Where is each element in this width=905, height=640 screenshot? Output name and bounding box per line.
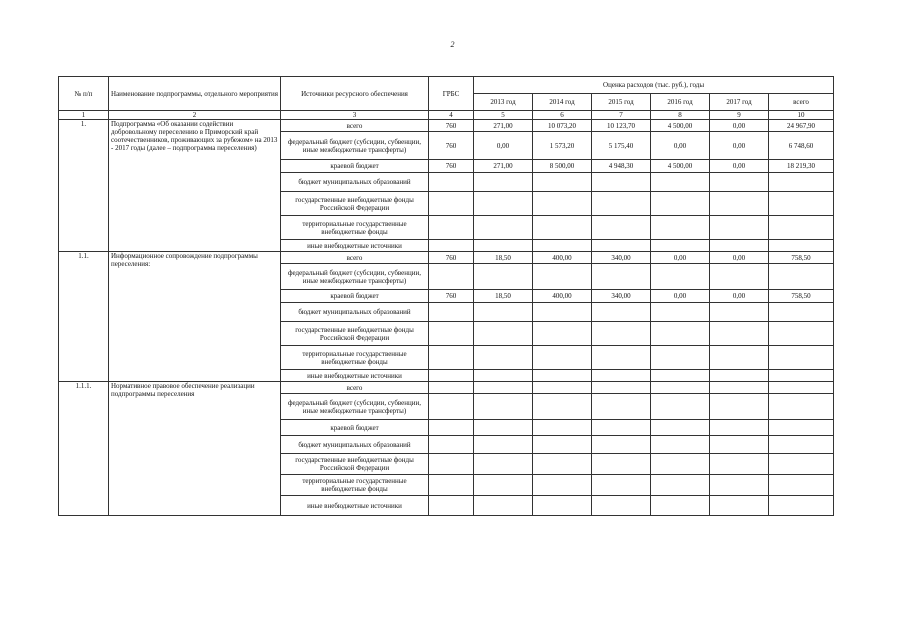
year-value: 0,00 <box>710 132 769 160</box>
year-value <box>651 192 710 216</box>
total-value: 24 967,90 <box>769 120 834 132</box>
year-value <box>651 173 710 192</box>
funding-source: территориальные государственные внебюджетные фонды <box>281 475 429 496</box>
year-value <box>710 475 769 496</box>
year-value <box>710 420 769 436</box>
column-number: 5 <box>474 111 533 120</box>
item-number: 1.1. <box>59 252 109 382</box>
grbs-code <box>429 496 474 516</box>
year-value <box>710 382 769 394</box>
column-number: 3 <box>281 111 429 120</box>
grbs-code: 760 <box>429 290 474 303</box>
year-value <box>533 216 592 240</box>
column-number: 9 <box>710 111 769 120</box>
funding-source: территориальные государственные внебюджетные фонды <box>281 346 429 370</box>
total-value: 758,50 <box>769 252 834 264</box>
year-value <box>710 394 769 420</box>
year-value <box>533 382 592 394</box>
total-value: 758,50 <box>769 290 834 303</box>
column-number: 7 <box>592 111 651 120</box>
grbs-code <box>429 322 474 346</box>
year-value: 271,00 <box>474 120 533 132</box>
funding-source: бюджет муниципальных образований <box>281 173 429 192</box>
year-value: 0,00 <box>710 120 769 132</box>
header-estimate: Оценка расходов (тыс. руб.), годы <box>474 77 834 94</box>
year-value <box>533 370 592 382</box>
year-value <box>533 346 592 370</box>
year-value <box>710 454 769 475</box>
grbs-code <box>429 173 474 192</box>
grbs-code: 760 <box>429 160 474 173</box>
year-value <box>592 370 651 382</box>
grbs-code <box>429 303 474 322</box>
year-value <box>533 173 592 192</box>
table-body <box>59 120 834 516</box>
year-value: 271,00 <box>474 160 533 173</box>
year-value: 4 500,00 <box>651 160 710 173</box>
year-value <box>651 346 710 370</box>
grbs-code <box>429 346 474 370</box>
total-value <box>769 394 834 420</box>
year-value: 4 948,30 <box>592 160 651 173</box>
total-value <box>769 496 834 516</box>
year-value <box>710 496 769 516</box>
year-value <box>592 475 651 496</box>
funding-source: государственные внебюджетные фонды Российской Федерации <box>281 192 429 216</box>
year-value: 340,00 <box>592 252 651 264</box>
year-value: 0,00 <box>710 290 769 303</box>
funding-source: иные внебюджетные источники <box>281 370 429 382</box>
year-value <box>710 322 769 346</box>
year-value <box>592 173 651 192</box>
year-value: 0,00 <box>651 290 710 303</box>
year-value: 400,00 <box>533 290 592 303</box>
funding-source: всего <box>281 120 429 132</box>
year-value: 0,00 <box>651 252 710 264</box>
funding-source: краевой бюджет <box>281 420 429 436</box>
total-value <box>769 454 834 475</box>
year-value <box>710 264 769 290</box>
year-value <box>710 370 769 382</box>
year-value <box>710 173 769 192</box>
grbs-code <box>429 382 474 394</box>
year-value <box>710 303 769 322</box>
grbs-code <box>429 370 474 382</box>
year-value <box>651 303 710 322</box>
total-value <box>769 346 834 370</box>
year-value <box>533 454 592 475</box>
year-value: 4 500,00 <box>651 120 710 132</box>
page-number: 2 <box>450 40 455 49</box>
year-value: 0,00 <box>474 132 533 160</box>
header-num: № п/п <box>59 77 109 111</box>
year-value <box>474 192 533 216</box>
total-value: 18 219,30 <box>769 160 834 173</box>
total-value <box>769 475 834 496</box>
grbs-code <box>429 436 474 454</box>
header-year: 2015 год <box>592 94 651 111</box>
column-number: 8 <box>651 111 710 120</box>
grbs-code <box>429 394 474 420</box>
year-value <box>592 303 651 322</box>
funding-source: иные внебюджетные источники <box>281 496 429 516</box>
year-value <box>651 420 710 436</box>
year-value <box>533 394 592 420</box>
year-value <box>592 240 651 252</box>
total-value <box>769 303 834 322</box>
funding-source: всего <box>281 382 429 394</box>
year-value <box>651 382 710 394</box>
year-value <box>651 264 710 290</box>
funding-source: иные внебюджетные источники <box>281 240 429 252</box>
header-year: 2014 год <box>533 94 592 111</box>
year-value <box>651 454 710 475</box>
funding-source: федеральный бюджет (субсидии, субвенции, иные межбюджетные трансферты) <box>281 264 429 290</box>
column-number: 2 <box>109 111 281 120</box>
funding-source: государственные внебюджетные фонды Российской Федерации <box>281 322 429 346</box>
year-value <box>592 216 651 240</box>
column-number: 10 <box>769 111 834 120</box>
grbs-code: 760 <box>429 132 474 160</box>
funding-source: федеральный бюджет (субсидии, субвенции, иные межбюджетные трансферты) <box>281 394 429 420</box>
year-value <box>533 192 592 216</box>
year-value <box>651 436 710 454</box>
year-value: 400,00 <box>533 252 592 264</box>
header-year: 2016 год <box>651 94 710 111</box>
year-value <box>592 454 651 475</box>
year-value <box>474 240 533 252</box>
item-name: Подпрограмма «Об оказании содействии добровольному переселению в Приморский край соотечественников, проживающих за рубежом» на 2013 - 2017 годы (далее – подпрограмма переселения) <box>109 120 281 252</box>
grbs-code <box>429 240 474 252</box>
funding-source: краевой бюджет <box>281 160 429 173</box>
header-year: 2017 год <box>710 94 769 111</box>
year-value <box>592 436 651 454</box>
year-value: 10 073,20 <box>533 120 592 132</box>
year-value <box>651 322 710 346</box>
item-name: Нормативное правовое обеспечение реализации подпрограммы переселения <box>109 382 281 516</box>
year-value <box>592 192 651 216</box>
year-value <box>533 436 592 454</box>
year-value: 340,00 <box>592 290 651 303</box>
grbs-code <box>429 454 474 475</box>
year-value: 1 573,20 <box>533 132 592 160</box>
total-value <box>769 370 834 382</box>
budget-table <box>58 76 834 516</box>
year-value <box>474 475 533 496</box>
funding-source: краевой бюджет <box>281 290 429 303</box>
year-value <box>592 420 651 436</box>
total-value <box>769 240 834 252</box>
column-number: 1 <box>59 111 109 120</box>
year-value <box>474 264 533 290</box>
total-value <box>769 436 834 454</box>
year-value <box>533 475 592 496</box>
year-value <box>533 303 592 322</box>
total-value <box>769 173 834 192</box>
year-value <box>710 216 769 240</box>
year-value <box>533 240 592 252</box>
total-value <box>769 216 834 240</box>
year-value <box>592 496 651 516</box>
grbs-code: 760 <box>429 252 474 264</box>
funding-source: бюджет муниципальных образований <box>281 303 429 322</box>
year-value <box>651 394 710 420</box>
grbs-code <box>429 420 474 436</box>
table-row <box>59 252 834 264</box>
year-value: 0,00 <box>710 252 769 264</box>
year-value <box>592 322 651 346</box>
year-value <box>710 240 769 252</box>
grbs-code <box>429 264 474 290</box>
year-value: 8 500,00 <box>533 160 592 173</box>
total-value <box>769 192 834 216</box>
header-sources: Источники ресурсного обеспечения <box>281 77 429 111</box>
year-value <box>533 322 592 346</box>
year-value <box>474 420 533 436</box>
year-value <box>592 264 651 290</box>
year-value <box>592 394 651 420</box>
total-value: 6 748,60 <box>769 132 834 160</box>
year-value <box>474 216 533 240</box>
year-value <box>651 216 710 240</box>
funding-source: бюджет муниципальных образований <box>281 436 429 454</box>
header-total: всего <box>769 94 834 111</box>
total-value <box>769 264 834 290</box>
year-value <box>533 496 592 516</box>
year-value <box>710 346 769 370</box>
year-value <box>474 496 533 516</box>
year-value <box>651 370 710 382</box>
year-value: 0,00 <box>651 132 710 160</box>
header-grbs: ГРБС <box>429 77 474 111</box>
item-number: 1. <box>59 120 109 252</box>
year-value: 5 175,40 <box>592 132 651 160</box>
year-value <box>592 382 651 394</box>
year-value <box>651 496 710 516</box>
year-value <box>474 303 533 322</box>
table-row <box>59 382 834 394</box>
funding-source: государственные внебюджетные фонды Российской Федерации <box>281 454 429 475</box>
total-value <box>769 420 834 436</box>
total-value <box>769 382 834 394</box>
funding-source: федеральный бюджет (субсидии, субвенции, иные межбюджетные трансферты) <box>281 132 429 160</box>
table-row <box>59 120 834 132</box>
year-value <box>474 173 533 192</box>
funding-source: всего <box>281 252 429 264</box>
column-number: 4 <box>429 111 474 120</box>
year-value <box>474 454 533 475</box>
year-value <box>533 264 592 290</box>
year-value <box>474 346 533 370</box>
grbs-code <box>429 475 474 496</box>
total-value <box>769 322 834 346</box>
year-value <box>710 192 769 216</box>
column-number: 6 <box>533 111 592 120</box>
year-value: 0,00 <box>710 160 769 173</box>
year-value <box>592 346 651 370</box>
year-value <box>474 382 533 394</box>
year-value <box>710 436 769 454</box>
year-value <box>533 420 592 436</box>
year-value <box>474 322 533 346</box>
item-number: 1.1.1. <box>59 382 109 516</box>
year-value <box>474 436 533 454</box>
grbs-code <box>429 192 474 216</box>
grbs-code <box>429 216 474 240</box>
year-value <box>651 240 710 252</box>
year-value: 18,50 <box>474 290 533 303</box>
header-year: 2013 год <box>474 94 533 111</box>
year-value <box>651 475 710 496</box>
grbs-code: 760 <box>429 120 474 132</box>
header-name: Наименование подпрограммы, отдельного мероприятия <box>109 77 281 111</box>
year-value <box>474 394 533 420</box>
funding-source: территориальные государственные внебюджетные фонды <box>281 216 429 240</box>
year-value: 18,50 <box>474 252 533 264</box>
year-value: 10 123,70 <box>592 120 651 132</box>
item-name: Информационное сопровождение подпрограммы переселения: <box>109 252 281 382</box>
year-value <box>474 370 533 382</box>
